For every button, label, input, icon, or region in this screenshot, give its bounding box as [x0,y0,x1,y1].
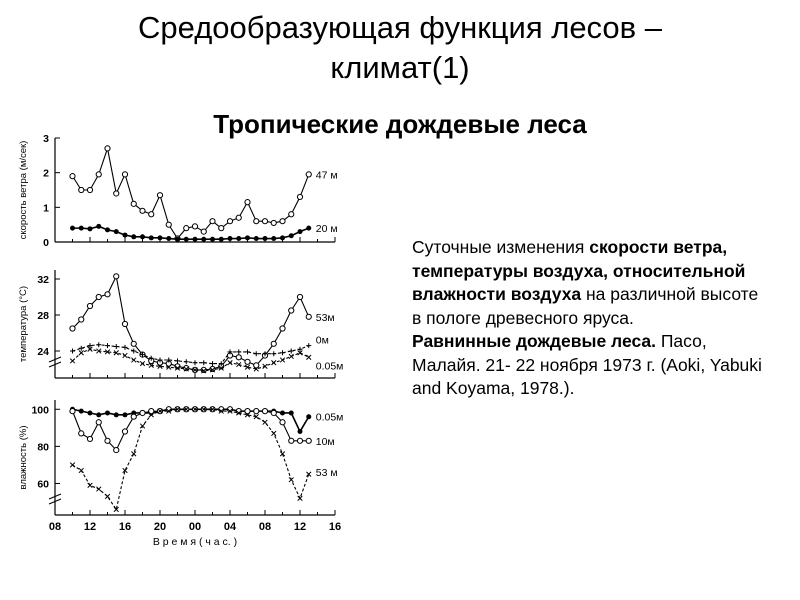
data-point [70,226,75,231]
data-point [306,414,311,419]
data-point [306,314,311,319]
data-point [96,412,101,417]
data-point [210,361,215,366]
data-point [122,321,127,326]
data-point [280,219,285,224]
series-label: 0м [315,334,329,347]
x-tick-label: 20 [153,521,167,533]
data-point [201,229,206,234]
data-point [298,496,303,501]
data-point [184,359,189,364]
data-point [70,174,75,179]
y-tick-label: 80 [37,441,49,454]
data-point [96,420,101,425]
data-point [131,234,136,239]
series-label: 53м [315,311,335,324]
slide-title-line2: климат(1) [330,50,470,85]
data-point [157,193,162,198]
data-point [166,236,171,241]
caption-text-2: на различной высоте в пологе древесного яруса. [412,284,759,328]
y-tick-label: 100 [31,404,49,417]
data-point [105,410,110,415]
x-tick-label: 16 [328,521,342,533]
y-axis-label: скорость ветра (м/сек) [18,140,29,240]
data-point [131,341,136,346]
data-point [245,235,250,240]
data-point [271,236,276,241]
data-point [79,351,84,356]
series-label: 53 м [315,467,338,480]
data-point [245,359,250,364]
data-point [280,326,285,331]
data-point [114,191,119,196]
caption-text-3: Пасо, Малайя. 21- 22 ноября 1973 г. (Aoki, Yabuki and Koyama, 1978.). [412,331,762,398]
data-point [192,224,197,229]
data-point [70,359,75,364]
data-point [263,236,268,241]
data-point [289,438,294,443]
data-point [306,172,311,177]
data-point [289,410,294,415]
data-point [236,236,241,241]
series-label: 0.05м [315,411,344,424]
data-point [184,366,189,371]
data-point [210,237,215,242]
chart-caption [412,236,762,401]
data-point [96,342,101,347]
data-point [79,346,84,351]
data-point [175,358,180,363]
slide-title [0,8,800,88]
data-point [105,227,110,232]
data-point [236,215,241,220]
data-point [271,341,276,346]
data-point [228,236,233,241]
series-label: 0.05м [315,360,344,373]
data-point [193,360,198,365]
data-point [96,487,101,492]
data-point [175,237,180,242]
data-point [280,410,285,415]
data-point [79,187,84,192]
data-point [140,410,145,415]
y-axis-label: влажность (%) [18,425,29,490]
series-label: 10м [315,435,335,448]
data-point [131,451,136,456]
data-point [263,420,268,425]
y-tick-label: 28 [37,310,49,322]
data-point [297,438,302,443]
climate-chart [0,130,400,560]
y-tick-label: 3 [43,133,49,145]
data-point [193,237,198,242]
y-tick-label: 60 [37,478,49,491]
data-point [70,349,75,354]
data-point [219,226,224,231]
caption-bold-2: Равнинные дождевые леса. [412,331,656,351]
data-point [306,226,311,231]
data-point [289,349,294,354]
data-point [289,308,294,313]
x-tick-label: 12 [83,521,97,533]
data-point [306,438,311,443]
data-point [289,212,294,217]
data-point [131,358,136,363]
series-label: 47 м [315,169,338,182]
data-point [79,468,84,473]
data-point [105,146,110,151]
data-point [87,187,92,192]
data-point [254,219,259,224]
data-point [105,494,110,499]
y-tick-label: 0 [43,237,49,249]
data-point [201,360,206,365]
data-point [210,366,215,371]
slide-subtitle: Тропические дождевые леса [213,109,587,139]
data-point [79,317,84,322]
data-point [79,226,84,231]
data-point [114,274,119,279]
x-tick-label: 00 [188,521,202,533]
y-tick-label: 2 [43,167,49,180]
data-point [114,447,119,452]
data-point [87,303,92,308]
data-point [271,431,276,436]
data-point [298,229,303,234]
data-point [280,235,285,240]
data-point [184,226,189,231]
data-point [280,420,285,425]
data-point [140,234,145,239]
data-point [79,409,84,414]
y-axis-label: температура (°С) [18,285,29,363]
data-point [201,237,206,242]
data-point [123,233,128,238]
data-point [271,410,276,415]
data-point [70,463,75,468]
data-point [289,233,294,238]
data-point [306,355,311,360]
slide-title-line1: Средообразующая функция лесов – [138,10,662,45]
data-point [245,200,250,205]
data-point [149,212,154,217]
data-point [96,294,101,299]
x-tick-label: 12 [293,521,307,533]
data-point [114,229,119,234]
data-point [123,345,128,350]
data-point [210,219,215,224]
data-point [306,343,311,348]
data-point [96,224,101,229]
data-point [79,431,84,436]
series-label: 20 м [315,223,338,236]
data-point [271,220,276,225]
x-tick-label: 04 [223,521,237,533]
data-point [131,414,136,419]
data-point [245,349,250,354]
data-point [114,412,119,417]
data-point [122,172,127,177]
data-point [166,222,171,227]
data-point [201,367,206,372]
data-point [254,351,259,356]
data-point [227,219,232,224]
data-point [158,235,163,240]
series-line [73,409,309,509]
data-point [254,236,259,241]
y-tick-label: 32 [37,274,49,286]
data-point [105,292,110,297]
data-point [184,237,189,242]
data-point [262,219,267,224]
x-axis-label: В р е м я ( ч а с. ) [152,536,238,548]
x-tick-label: 08 [258,521,272,533]
data-point [140,208,145,213]
data-point [262,409,267,414]
data-point [280,350,285,355]
data-point [131,201,136,206]
data-point [105,343,110,348]
data-point [88,226,93,231]
data-point [122,429,127,434]
y-tick-label: 24 [37,346,49,358]
data-point [236,349,241,354]
data-point [289,354,294,359]
data-point [88,410,93,415]
data-point [149,235,154,240]
caption-text-1: Суточные изменения [412,237,590,257]
data-point [219,237,224,242]
y-tick-label: 1 [43,202,49,215]
data-point [271,351,276,356]
x-tick-label: 08 [48,521,62,533]
data-point [87,436,92,441]
data-point [96,172,101,177]
caption-bold-1: скорости ветра, температуры воздуха, относительной влажности воздуха [412,237,746,304]
data-point [236,355,241,360]
data-point [105,438,110,443]
data-point [271,360,276,365]
data-point [70,409,75,414]
data-point [298,429,303,434]
data-point [297,294,302,299]
data-point [131,349,136,354]
data-point [88,483,93,488]
data-point [280,358,285,363]
data-point [254,409,259,414]
x-tick-label: 16 [118,521,132,533]
data-point [297,194,302,199]
data-point [114,344,119,349]
data-point [70,326,75,331]
data-point [123,412,128,417]
